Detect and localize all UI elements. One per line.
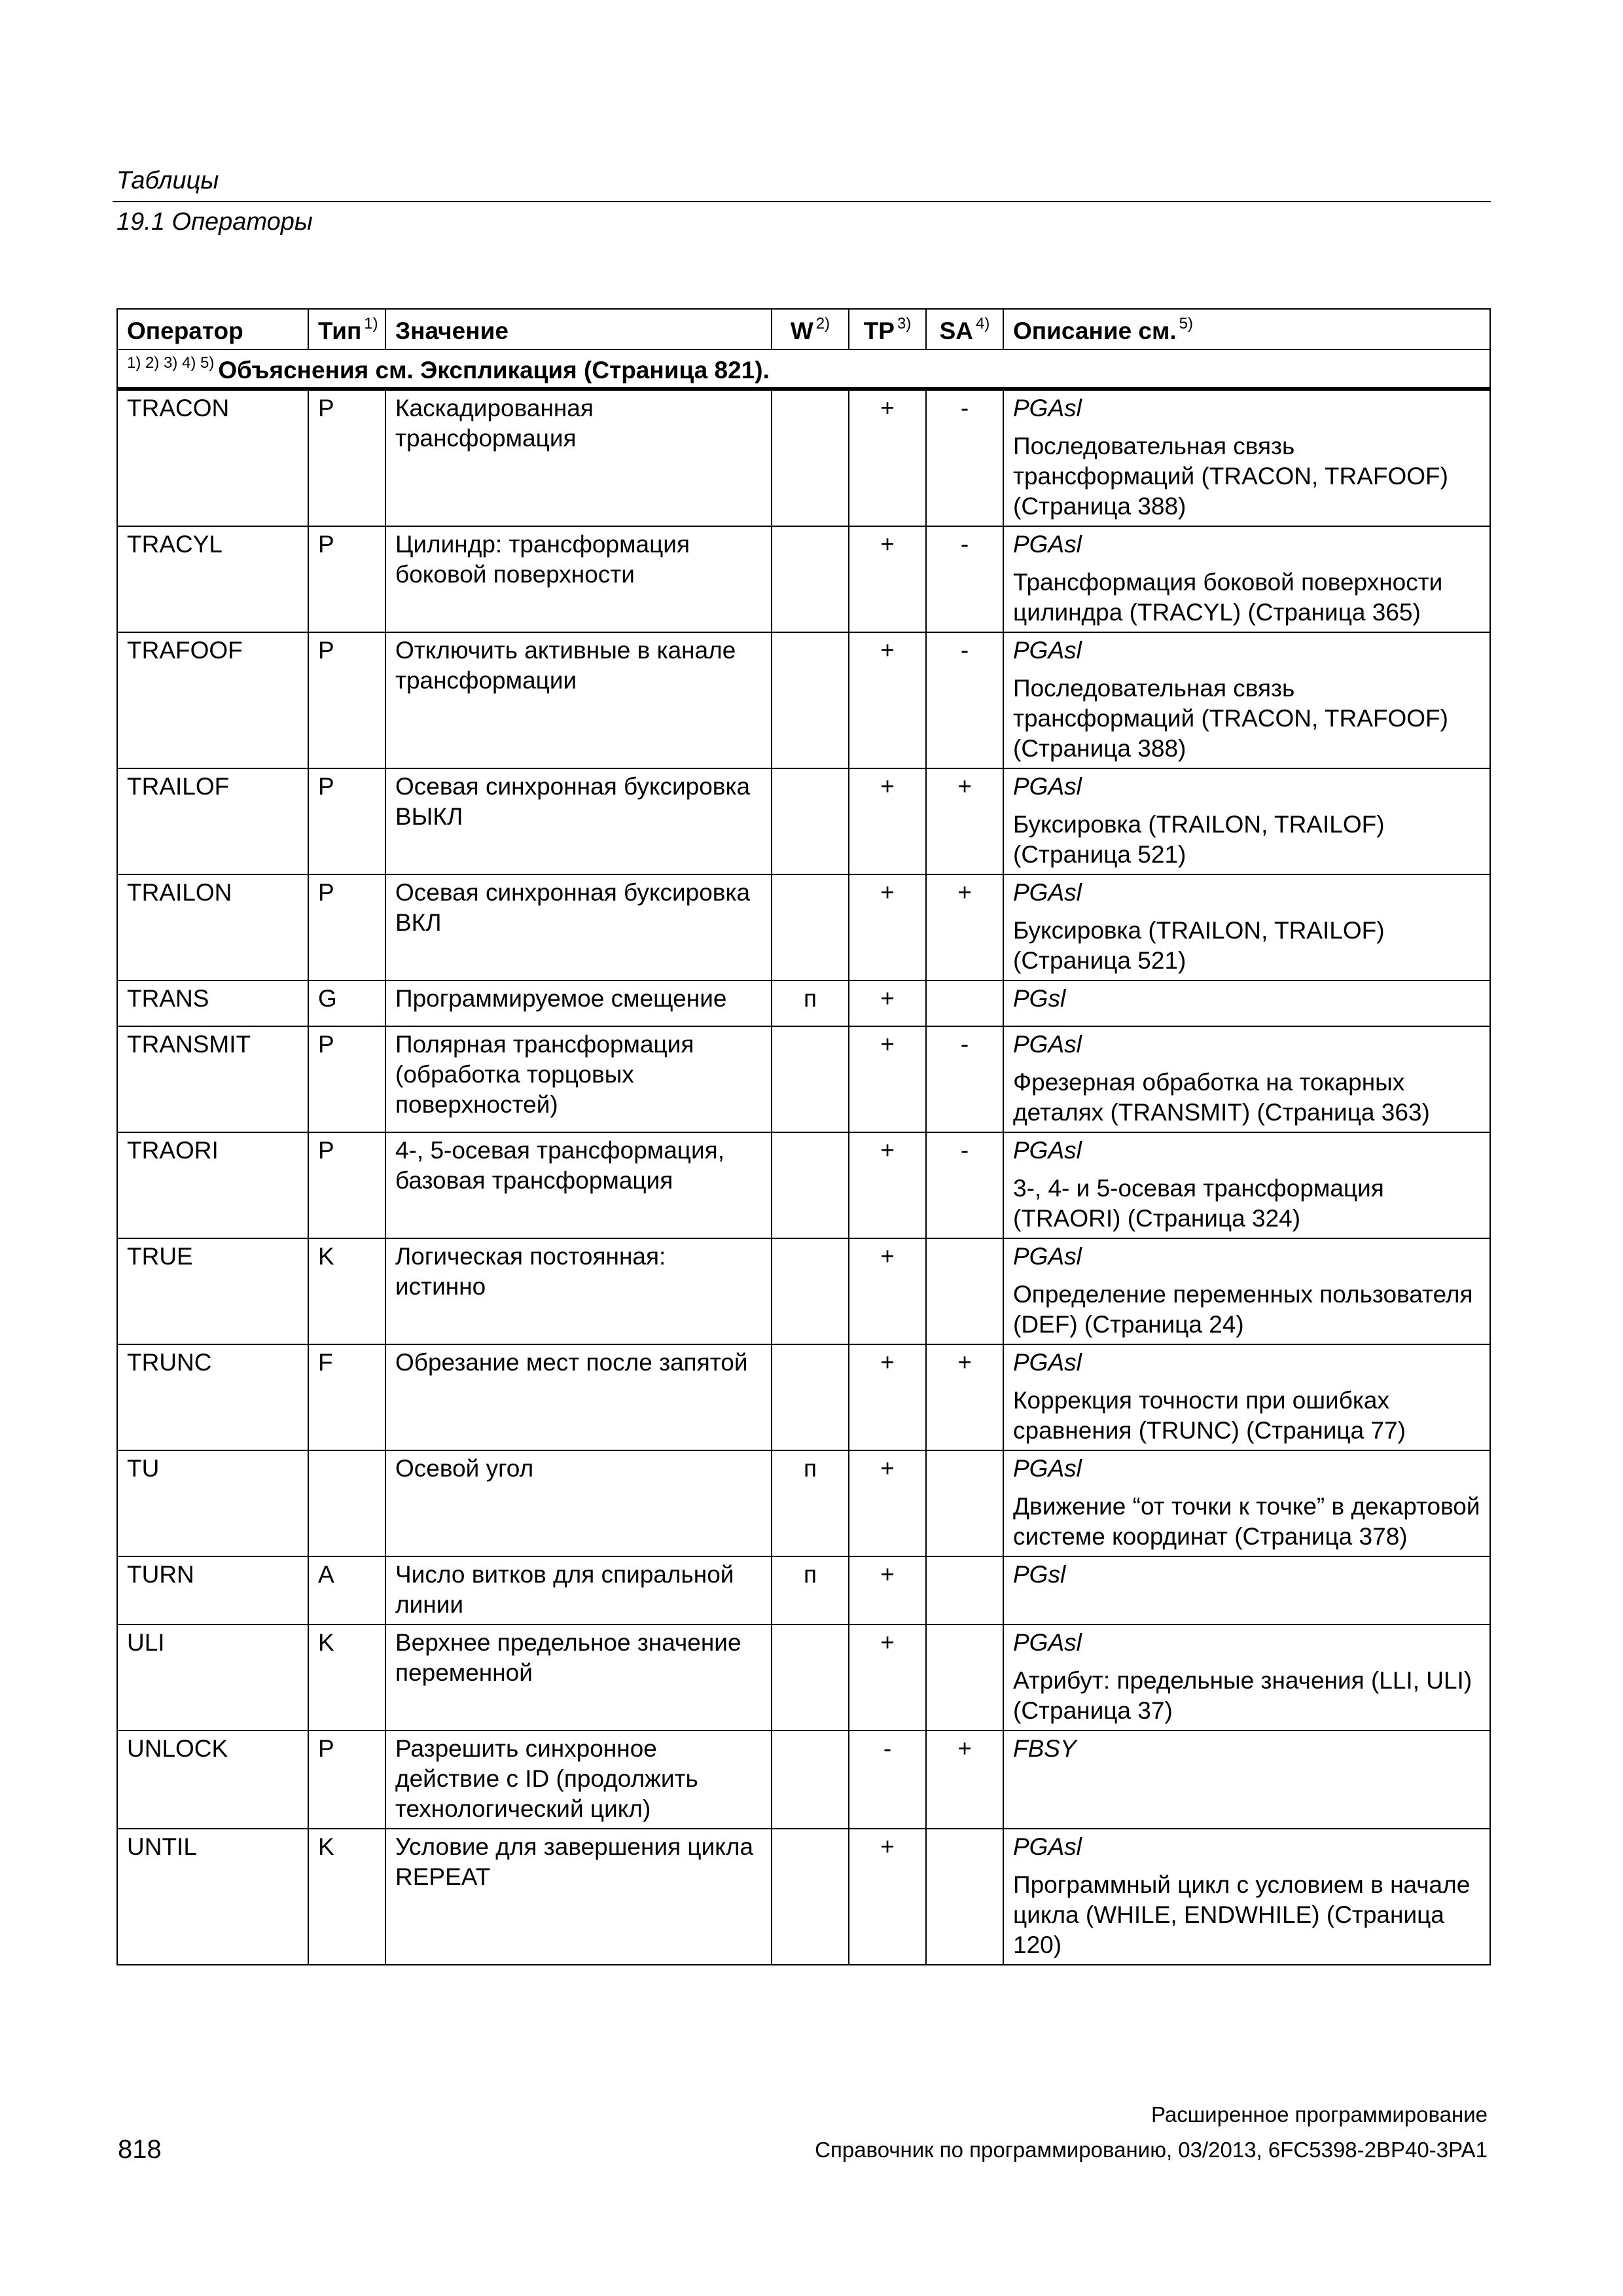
cell-meaning: Обрезание мест после запятой [385, 1344, 772, 1450]
footnote-marks: 1) 2) 3) 4) 5) [127, 354, 215, 372]
cell-tp: + [849, 768, 926, 874]
cell-description [1003, 526, 1490, 632]
description-ref: PGAsl [1013, 1243, 1082, 1270]
description-link[interactable]: Последовательная связь трансформаций (TRACON, TRAFOOF) (Страница 388) [1013, 675, 1448, 762]
description-ref: PGAsl [1013, 1031, 1082, 1058]
cell-w [772, 1829, 849, 1965]
cell-sa: - [926, 1132, 1003, 1238]
cell-w [772, 1026, 849, 1132]
cell-operator: ULI [117, 1624, 308, 1731]
cell-tp: + [849, 1450, 926, 1556]
description-ref: PGAsl [1013, 1629, 1082, 1656]
cell-tp: + [849, 1829, 926, 1965]
cell-w [772, 389, 849, 526]
cell-sa: - [926, 1026, 1003, 1132]
table-row [117, 768, 1490, 874]
cell-meaning: Каскадированная трансформация [385, 389, 772, 526]
table-row [117, 389, 1490, 526]
description-ref: PGAsl [1013, 879, 1082, 906]
cell-sa: + [926, 1344, 1003, 1450]
col-header-meaning: Значение [385, 309, 772, 350]
cell-meaning: Верхнее предельное значение переменной [385, 1624, 772, 1731]
cell-sa [926, 1450, 1003, 1556]
cell-type: A [308, 1556, 385, 1624]
table-row [117, 1344, 1490, 1450]
cell-operator: TU [117, 1450, 308, 1556]
description-link[interactable]: Определение переменных пользователя (DEF) (Страница 24) [1013, 1281, 1473, 1338]
cell-w: п [772, 1556, 849, 1624]
cell-tp: + [849, 526, 926, 632]
cell-sa: - [926, 526, 1003, 632]
table-row [117, 1238, 1490, 1344]
cell-description [1003, 980, 1490, 1026]
cell-type: P [308, 389, 385, 526]
cell-operator: TRUNC [117, 1344, 308, 1450]
cell-operator: UNLOCK [117, 1731, 308, 1829]
table-row [117, 526, 1490, 632]
cell-description [1003, 1829, 1490, 1965]
cell-description [1003, 1344, 1490, 1450]
description-ref: FBSY [1013, 1735, 1077, 1762]
description-link[interactable]: Последовательная связь трансформаций (TRACON, TRAFOOF) (Страница 388) [1013, 433, 1448, 520]
cell-w [772, 1344, 849, 1450]
cell-meaning: Осевая синхронная буксировка ВКЛ [385, 874, 772, 980]
cell-w [772, 1731, 849, 1829]
cell-type: P [308, 874, 385, 980]
col-header-type: Тип $^{1)}$ [308, 309, 385, 350]
cell-w [772, 632, 849, 768]
cell-sa [926, 980, 1003, 1026]
footer-document-title: Расширенное программирование [1150, 2102, 1488, 2126]
description-ref: PGAsl [1013, 531, 1082, 558]
cell-type: P [308, 526, 385, 632]
cell-description [1003, 1731, 1490, 1829]
description-ref: PGAsl [1013, 1349, 1082, 1376]
cell-meaning: Логическая постоянная: истинно [385, 1238, 772, 1344]
cell-tp: + [849, 1132, 926, 1238]
cell-description [1003, 1556, 1490, 1624]
table-row [117, 1556, 1490, 1624]
table-row [117, 1731, 1490, 1829]
cell-meaning: Программируемое смещение [385, 980, 772, 1026]
cell-operator: TRUE [117, 1238, 308, 1344]
description-ref: PGAsl [1013, 395, 1082, 422]
description-ref: PGAsl [1013, 1833, 1082, 1860]
cell-tp: + [849, 1238, 926, 1344]
cell-type: K [308, 1624, 385, 1731]
cell-operator: TRANSMIT [117, 1026, 308, 1132]
table-header [117, 309, 1490, 389]
cell-meaning: Разрешить синхронное действие с ID (продолжить технологический цикл) [385, 1731, 772, 1829]
col-header-description: Описание см. $^{5)}$ [1003, 309, 1490, 350]
table-row [117, 1624, 1490, 1731]
cell-type: F [308, 1344, 385, 1450]
cell-description [1003, 1132, 1490, 1238]
cell-tp: + [849, 1556, 926, 1624]
table-body [117, 389, 1490, 1965]
description-ref: PGAsl [1013, 1137, 1082, 1164]
section-title: Таблицы [116, 167, 219, 194]
cell-meaning: Цилиндр: трансформация боковой поверхности [385, 526, 772, 632]
cell-sa [926, 1624, 1003, 1731]
cell-operator: UNTIL [117, 1829, 308, 1965]
subsection-title: 19.1 Операторы [116, 208, 313, 236]
cell-w: п [772, 980, 849, 1026]
cell-type [308, 1450, 385, 1556]
cell-type: P [308, 1026, 385, 1132]
description-link[interactable]: Коррекция точности при ошибках сравнения (TRUNC) (Страница 77) [1013, 1387, 1406, 1444]
cell-description [1003, 632, 1490, 768]
cell-description [1003, 1026, 1490, 1132]
cell-type: P [308, 632, 385, 768]
footnote-row [117, 350, 1490, 389]
cell-type: P [308, 1132, 385, 1238]
cell-meaning: Отключить активные в канале трансформации [385, 632, 772, 768]
cell-operator: TRACON [117, 389, 308, 526]
cell-meaning: Осевая синхронная буксировка ВЫКЛ [385, 768, 772, 874]
cell-tp: + [849, 389, 926, 526]
cell-type: K [308, 1829, 385, 1965]
description-link[interactable]: Программный цикл с условием в начале цикла (WHILE, ENDWHILE) (Страница 120) [1013, 1871, 1471, 1958]
cell-meaning: Число витков для спиральной линии [385, 1556, 772, 1624]
cell-type: G [308, 980, 385, 1026]
cell-meaning: 4-, 5-осевая трансформация, базовая трансформация [385, 1132, 772, 1238]
cell-tp: + [849, 874, 926, 980]
description-ref: PGsl [1013, 985, 1066, 1012]
cell-w [772, 1624, 849, 1731]
header-rule [113, 201, 1491, 202]
description-link[interactable]: Трансформация боковой поверхности цилиндра (TRACYL) (Страница 365) [1013, 569, 1443, 626]
cell-sa: - [926, 632, 1003, 768]
cell-type: P [308, 768, 385, 874]
cell-w [772, 874, 849, 980]
col-header-w: W $^{2)}$ [772, 309, 849, 350]
col-header-sa: SA $^{4)}$ [926, 309, 1003, 350]
description-link[interactable]: Фрезерная обработка на токарных деталях (TRANSMIT) (Страница 363) [1013, 1069, 1430, 1126]
cell-description [1003, 1624, 1490, 1731]
cell-operator: TRAILON [117, 874, 308, 980]
cell-sa [926, 1829, 1003, 1965]
description-link[interactable]: Атрибут: предельные значения (LLI, ULI) (Страница 37) [1013, 1667, 1472, 1724]
cell-description [1003, 389, 1490, 526]
cell-tp: + [849, 632, 926, 768]
page-number: 818 [118, 2135, 162, 2164]
cell-description [1003, 768, 1490, 874]
table-row [117, 1450, 1490, 1556]
description-link[interactable]: Буксировка (TRAILON, TRAILOF) (Страница 521) [1013, 917, 1385, 974]
table-row [117, 1026, 1490, 1132]
cell-w: п [772, 1450, 849, 1556]
col-header-operator: Оператор [117, 309, 308, 350]
description-ref: PGsl [1013, 1561, 1066, 1588]
cell-type: K [308, 1238, 385, 1344]
cell-type: P [308, 1731, 385, 1829]
cell-meaning: Условие для завершения цикла REPEAT [385, 1829, 772, 1965]
cell-operator: TRAFOOF [117, 632, 308, 768]
cell-sa [926, 1556, 1003, 1624]
description-ref: PGAsl [1013, 1455, 1082, 1482]
cell-tp: + [849, 1344, 926, 1450]
cell-w [772, 768, 849, 874]
table-row [117, 1829, 1490, 1965]
cell-description [1003, 1238, 1490, 1344]
cell-tp: + [849, 1026, 926, 1132]
cell-sa: + [926, 874, 1003, 980]
cell-description [1003, 1450, 1490, 1556]
cell-sa: + [926, 1731, 1003, 1829]
cell-tp: - [849, 1731, 926, 1829]
cell-operator: TRAORI [117, 1132, 308, 1238]
cell-operator: TURN [117, 1556, 308, 1624]
cell-operator: TRACYL [117, 526, 308, 632]
cell-sa [926, 1238, 1003, 1344]
cell-operator: TRANS [117, 980, 308, 1026]
cell-sa: - [926, 389, 1003, 526]
col-header-tp: TP $^{3)}$ [849, 309, 926, 350]
description-ref: PGAsl [1013, 637, 1082, 664]
cell-operator: TRAILOF [117, 768, 308, 874]
cell-description [1003, 874, 1490, 980]
cell-tp: + [849, 1624, 926, 1731]
description-link[interactable]: Буксировка (TRAILON, TRAILOF) (Страница 521) [1013, 811, 1385, 868]
cell-meaning: Полярная трансформация (обработка торцовых поверхностей) [385, 1026, 772, 1132]
cell-sa: + [926, 768, 1003, 874]
cell-w [772, 1132, 849, 1238]
description-ref: PGAsl [1013, 773, 1082, 800]
table-row [117, 980, 1490, 1026]
table-row [117, 1132, 1490, 1238]
cell-w [772, 1238, 849, 1344]
cell-w [772, 526, 849, 632]
description-link[interactable]: Движение “от точки к точке” в декартовой системе координат (Страница 378) [1013, 1493, 1480, 1550]
description-link[interactable]: 3-, 4- и 5-осевая трансформация (TRAORI) (Страница 324) [1013, 1175, 1384, 1232]
footnote-text: Объяснения см. Экспликация (Страница 821). [218, 357, 770, 384]
operators-table [116, 308, 1491, 1965]
cell-meaning: Осевой угол [385, 1450, 772, 1556]
table-row [117, 874, 1490, 980]
footer-document-ref: Справочник по программированию, 03/2013, 6FC5398-2BP40-3PA1 [815, 2138, 1488, 2162]
cell-tp: + [849, 980, 926, 1026]
table-row [117, 632, 1490, 768]
